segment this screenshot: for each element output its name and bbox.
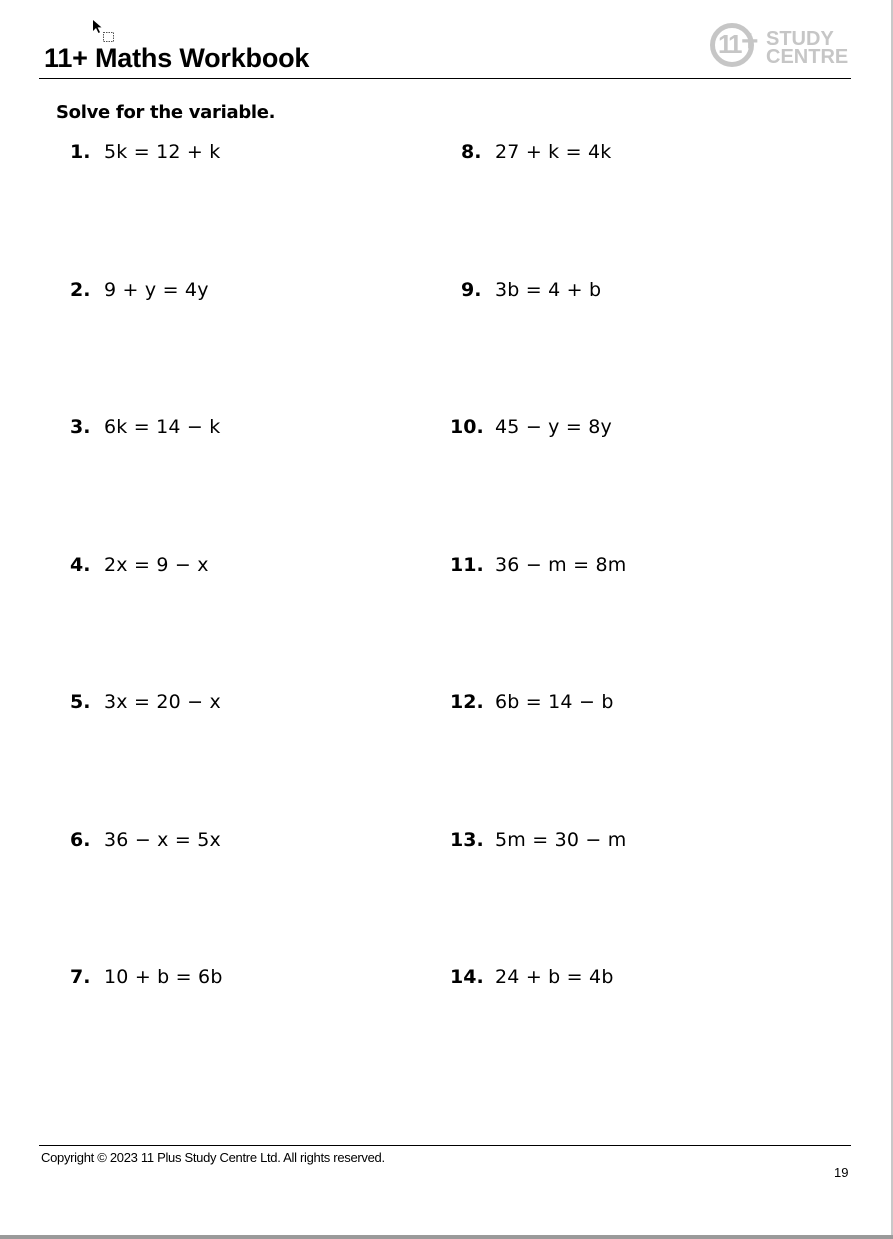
question-number: 8.	[461, 141, 482, 163]
question-item	[450, 691, 614, 713]
question-equation: 27 + k = 4k	[495, 141, 612, 163]
question-number: 13.	[450, 829, 484, 851]
page-number: 19	[834, 1165, 849, 1180]
question-number: 12.	[450, 691, 484, 713]
question-number: 1.	[70, 141, 91, 163]
question-item	[70, 691, 221, 713]
question-number: 14.	[450, 966, 484, 988]
study-centre-logo	[710, 23, 855, 75]
footer-divider	[39, 1145, 851, 1146]
copyright-notice: Copyright © 2023 11 Plus Study Centre Ltd. All rights reserved.	[41, 1150, 385, 1165]
question-item	[450, 279, 601, 301]
question-equation: 2x = 9 − x	[104, 554, 209, 576]
logo-word-centre: CENTRE	[766, 46, 849, 68]
question-number: 11.	[450, 554, 484, 576]
question-equation: 10 + b = 6b	[104, 966, 223, 988]
question-item	[450, 554, 626, 576]
header-divider	[39, 78, 851, 79]
question-equation: 5k = 12 + k	[104, 141, 221, 163]
question-number: 5.	[70, 691, 91, 713]
question-item	[70, 829, 221, 851]
question-item	[450, 141, 611, 163]
question-equation: 3x = 20 − x	[104, 691, 221, 713]
question-equation: 36 − x = 5x	[104, 829, 221, 851]
question-item	[450, 829, 626, 851]
question-number: 7.	[70, 966, 91, 988]
question-equation: 6b = 14 − b	[495, 691, 614, 713]
question-number: 3.	[70, 416, 91, 438]
question-item	[450, 416, 612, 438]
question-equation: 5m = 30 − m	[495, 829, 627, 851]
question-number: 4.	[70, 554, 91, 576]
logo-plus: +	[741, 25, 759, 58]
question-item	[70, 416, 220, 438]
mouse-cursor-icon	[92, 19, 118, 45]
page-title: 11+ Maths Workbook	[44, 43, 310, 73]
question-equation: 6k = 14 − k	[104, 416, 221, 438]
question-item	[70, 966, 223, 988]
question-item	[70, 554, 209, 576]
instruction-heading: Solve for the variable.	[56, 102, 276, 123]
question-number: 6.	[70, 829, 91, 851]
question-equation: 45 − y = 8y	[495, 416, 612, 438]
question-number: 10.	[450, 416, 484, 438]
question-equation: 9 + y = 4y	[104, 279, 209, 301]
question-number: 9.	[461, 279, 482, 301]
logo-number: 11	[718, 29, 740, 59]
question-number: 2.	[70, 279, 91, 301]
question-equation: 24 + b = 4b	[495, 966, 614, 988]
question-item	[70, 141, 220, 163]
page-border-bottom	[0, 1235, 893, 1239]
question-equation: 3b = 4 + b	[495, 279, 602, 301]
question-equation: 36 − m = 8m	[495, 554, 627, 576]
logo-word-study: STUDY	[766, 28, 834, 50]
question-item	[450, 966, 614, 988]
question-item	[70, 279, 209, 301]
